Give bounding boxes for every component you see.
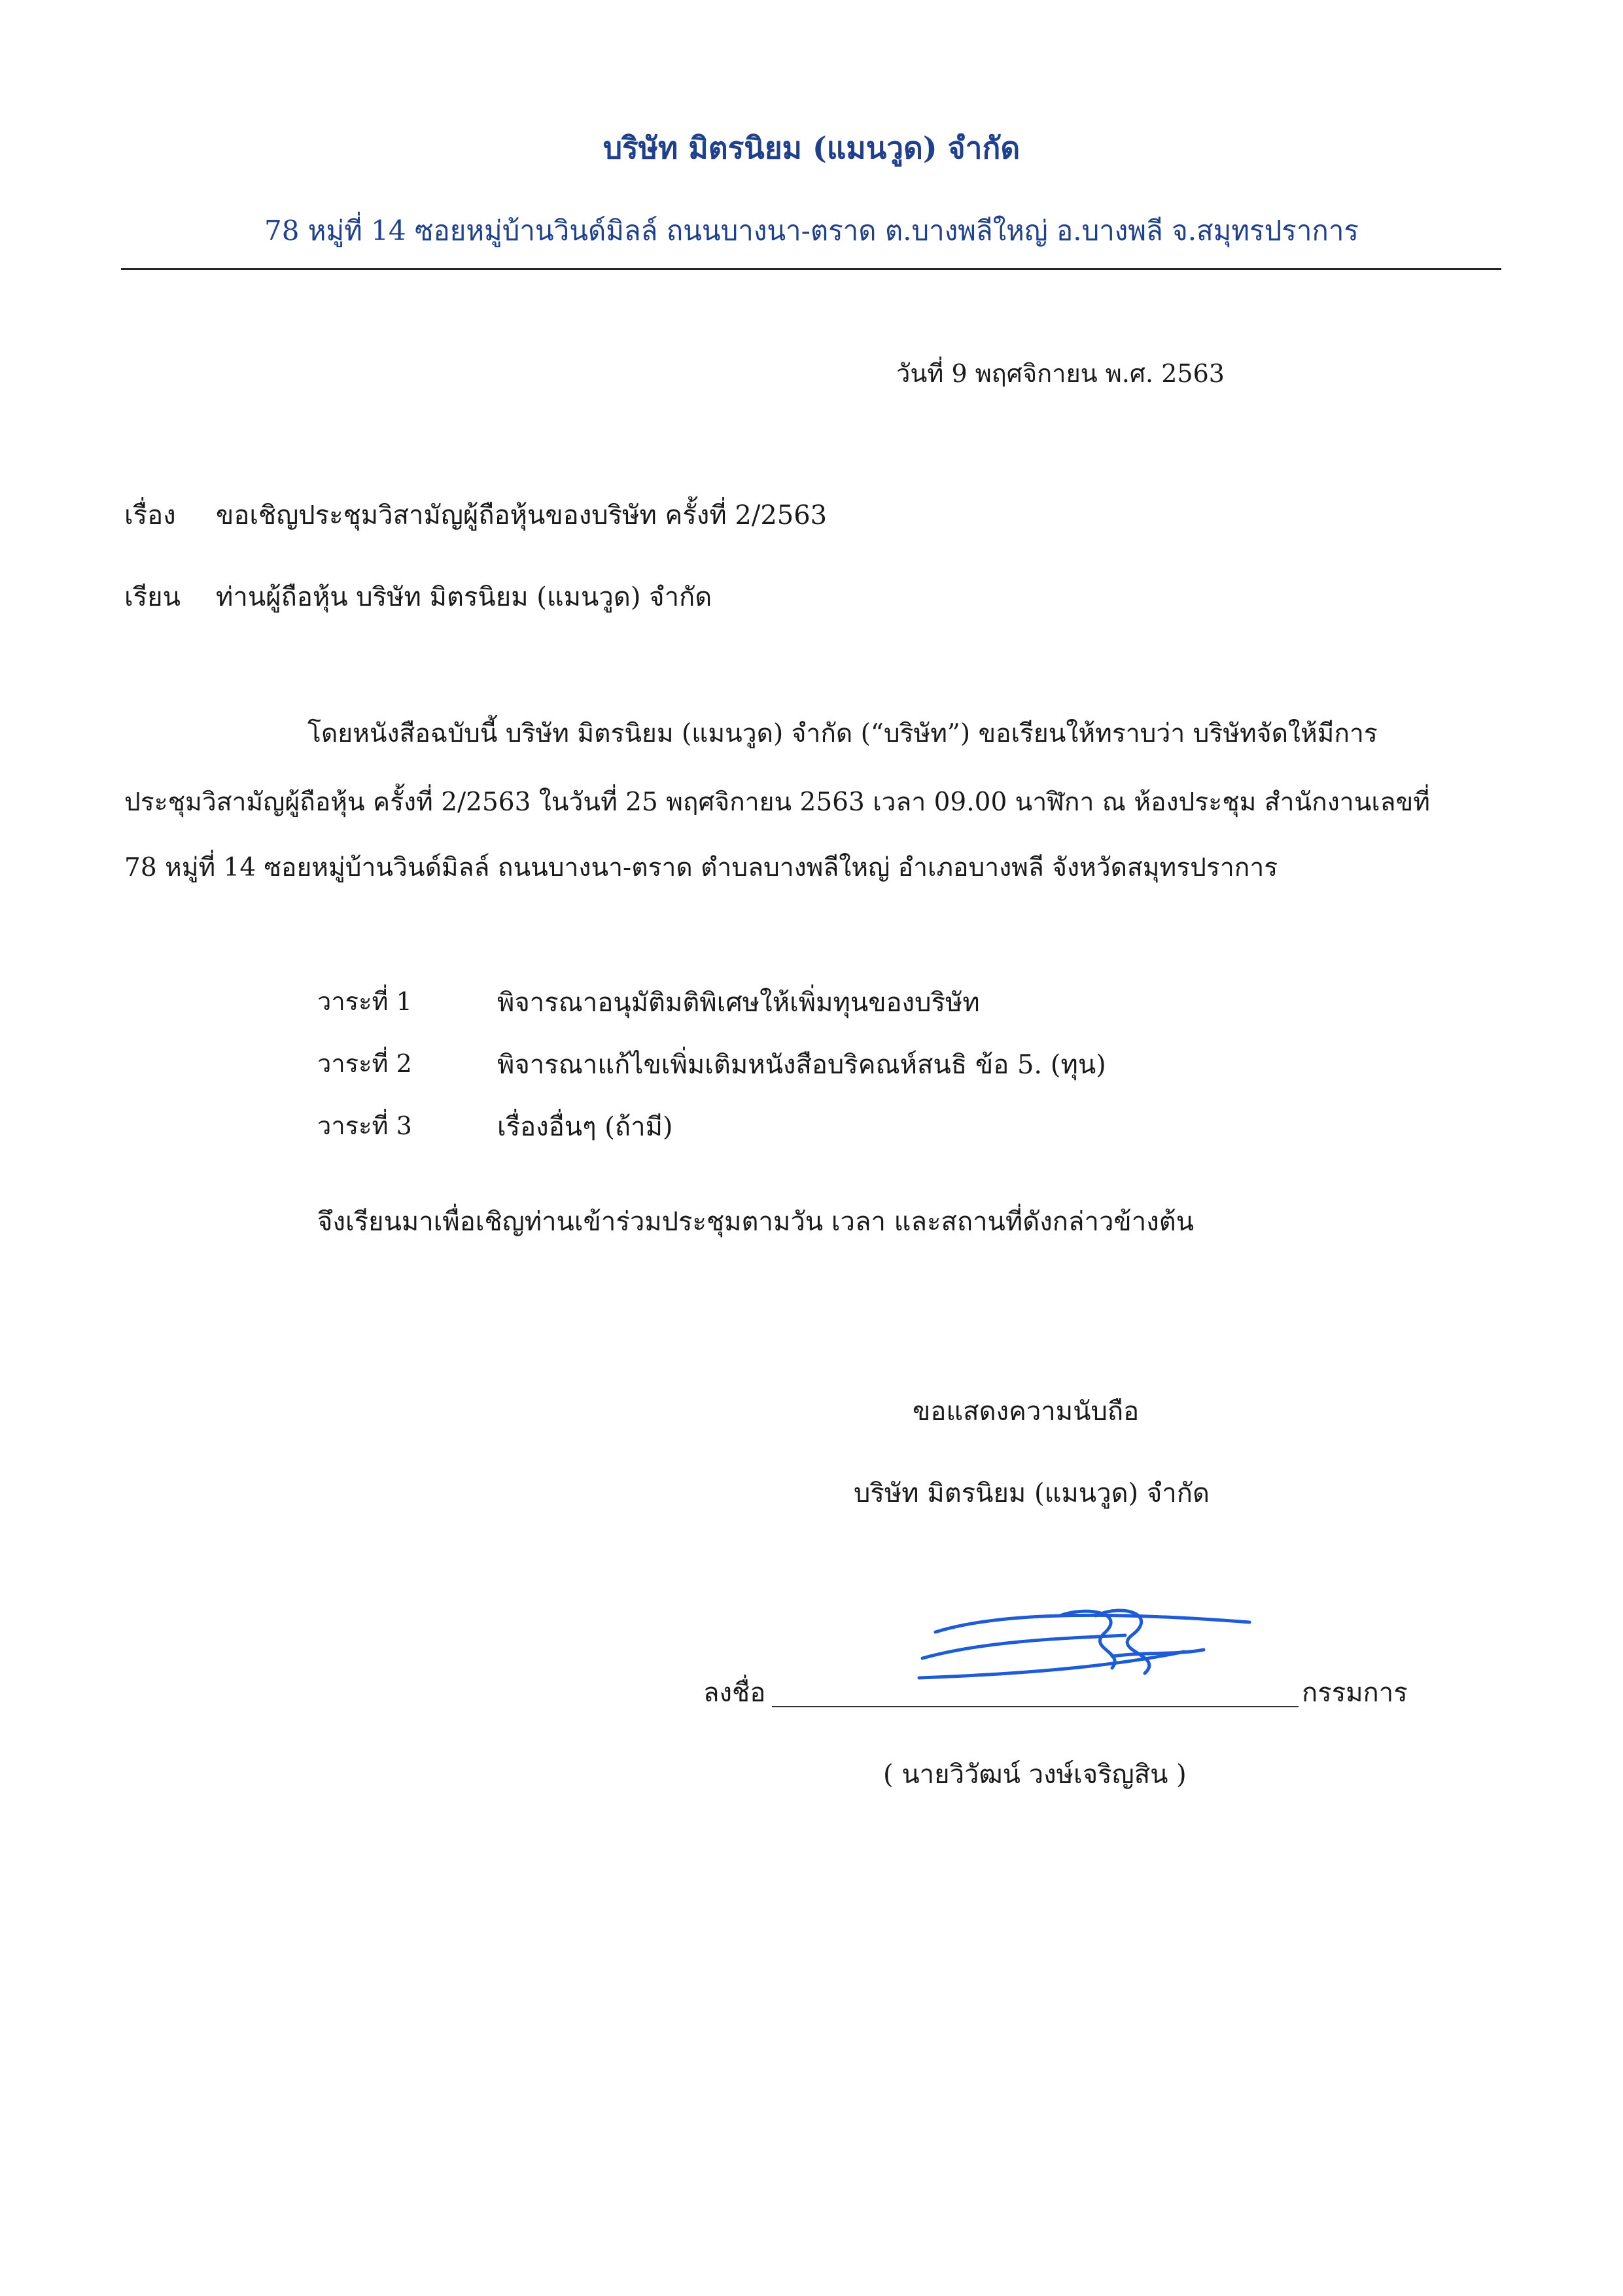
regards-text: ขอแสดงความนับถือ — [913, 1397, 1140, 1427]
handwritten-signature — [909, 1596, 1263, 1694]
sign-label: ลงชื่อ — [703, 1678, 766, 1708]
body-paragraph-line: ประชุมวิสามัญผู้ถือหุ้น ครั้งที่ 2/2563 ในวันที่ 25 พฤศจิกายน 2563 เวลา 09.00 นาฬิกา ณ ห้องประชุม สำนักงานเลขที่ — [124, 788, 1430, 817]
body-paragraph-line: โดยหนังสือฉบับนี้ บริษัท มิตรนิยม (แมนวูด) จำกัด (“บริษัท”) ขอเรียนให้ทราบว่า บริษัทจัดให้มีการ — [307, 719, 1378, 748]
agenda-item-number: วาระที่ 3 — [317, 1111, 412, 1140]
subject-text: ขอเชิญประชุมวิสามัญผู้ถือหุ้นของบริษัท ครั้งที่ 2/2563 — [216, 500, 828, 531]
closing-sentence: จึงเรียนมาเพื่อเชิญท่านเข้าร่วมประชุมตามวัน เวลา และสถานที่ดังกล่าวข้างต้น — [317, 1207, 1195, 1237]
subject-label: เรื่อง — [124, 500, 176, 531]
signatory-company: บริษัท มิตรนิยม (แมนวูด) จำกัด — [854, 1478, 1210, 1508]
company-address: 78 หมู่ที่ 14 ซอยหมู่บ้านวินด์มิลล์ ถนนบางนา-ตราด ต.บางพลีใหญ่ อ.บางพลี จ.สมุทรปราการ — [264, 215, 1359, 247]
agenda-item-number: วาระที่ 2 — [317, 1049, 412, 1078]
signature-line — [772, 1706, 1299, 1707]
body-paragraph-line: 78 หมู่ที่ 14 ซอยหมู่บ้านวินด์มิลล์ ถนนบางนา-ตราด ตำบลบางพลีใหญ่ อำเภอบางพลี จังหวัดสมุทรปราการ — [124, 853, 1278, 882]
agenda-item-text: พิจารณาแก้ไขเพิ่มเติมหนังสือบริคณห์สนธิ ข้อ 5. (ทุน) — [497, 1050, 1106, 1080]
header-divider — [121, 268, 1501, 270]
company-name: บริษัท มิตรนิยม (แมนวูด) จำกัด — [602, 130, 1021, 165]
recipient-text: ท่านผู้ถือหุ้น บริษัท มิตรนิยม (แมนวูด) จำกัด — [216, 582, 712, 612]
signatory-title: กรรมการ — [1302, 1678, 1408, 1708]
agenda-item-text: เรื่องอื่นๆ (ถ้ามี) — [497, 1112, 673, 1142]
recipient-label: เรียน — [124, 582, 181, 612]
agenda-item-number: วาระที่ 1 — [317, 987, 412, 1016]
signatory-name: ( นายวิวัฒน์ วงษ์เจริญสิน ) — [883, 1760, 1187, 1790]
agenda-item-text: พิจารณาอนุมัติมติพิเศษให้เพิ่มทุนของบริษัท — [497, 988, 980, 1018]
letter-date: วันที่ 9 พฤศจิกายน พ.ศ. 2563 — [896, 359, 1225, 388]
